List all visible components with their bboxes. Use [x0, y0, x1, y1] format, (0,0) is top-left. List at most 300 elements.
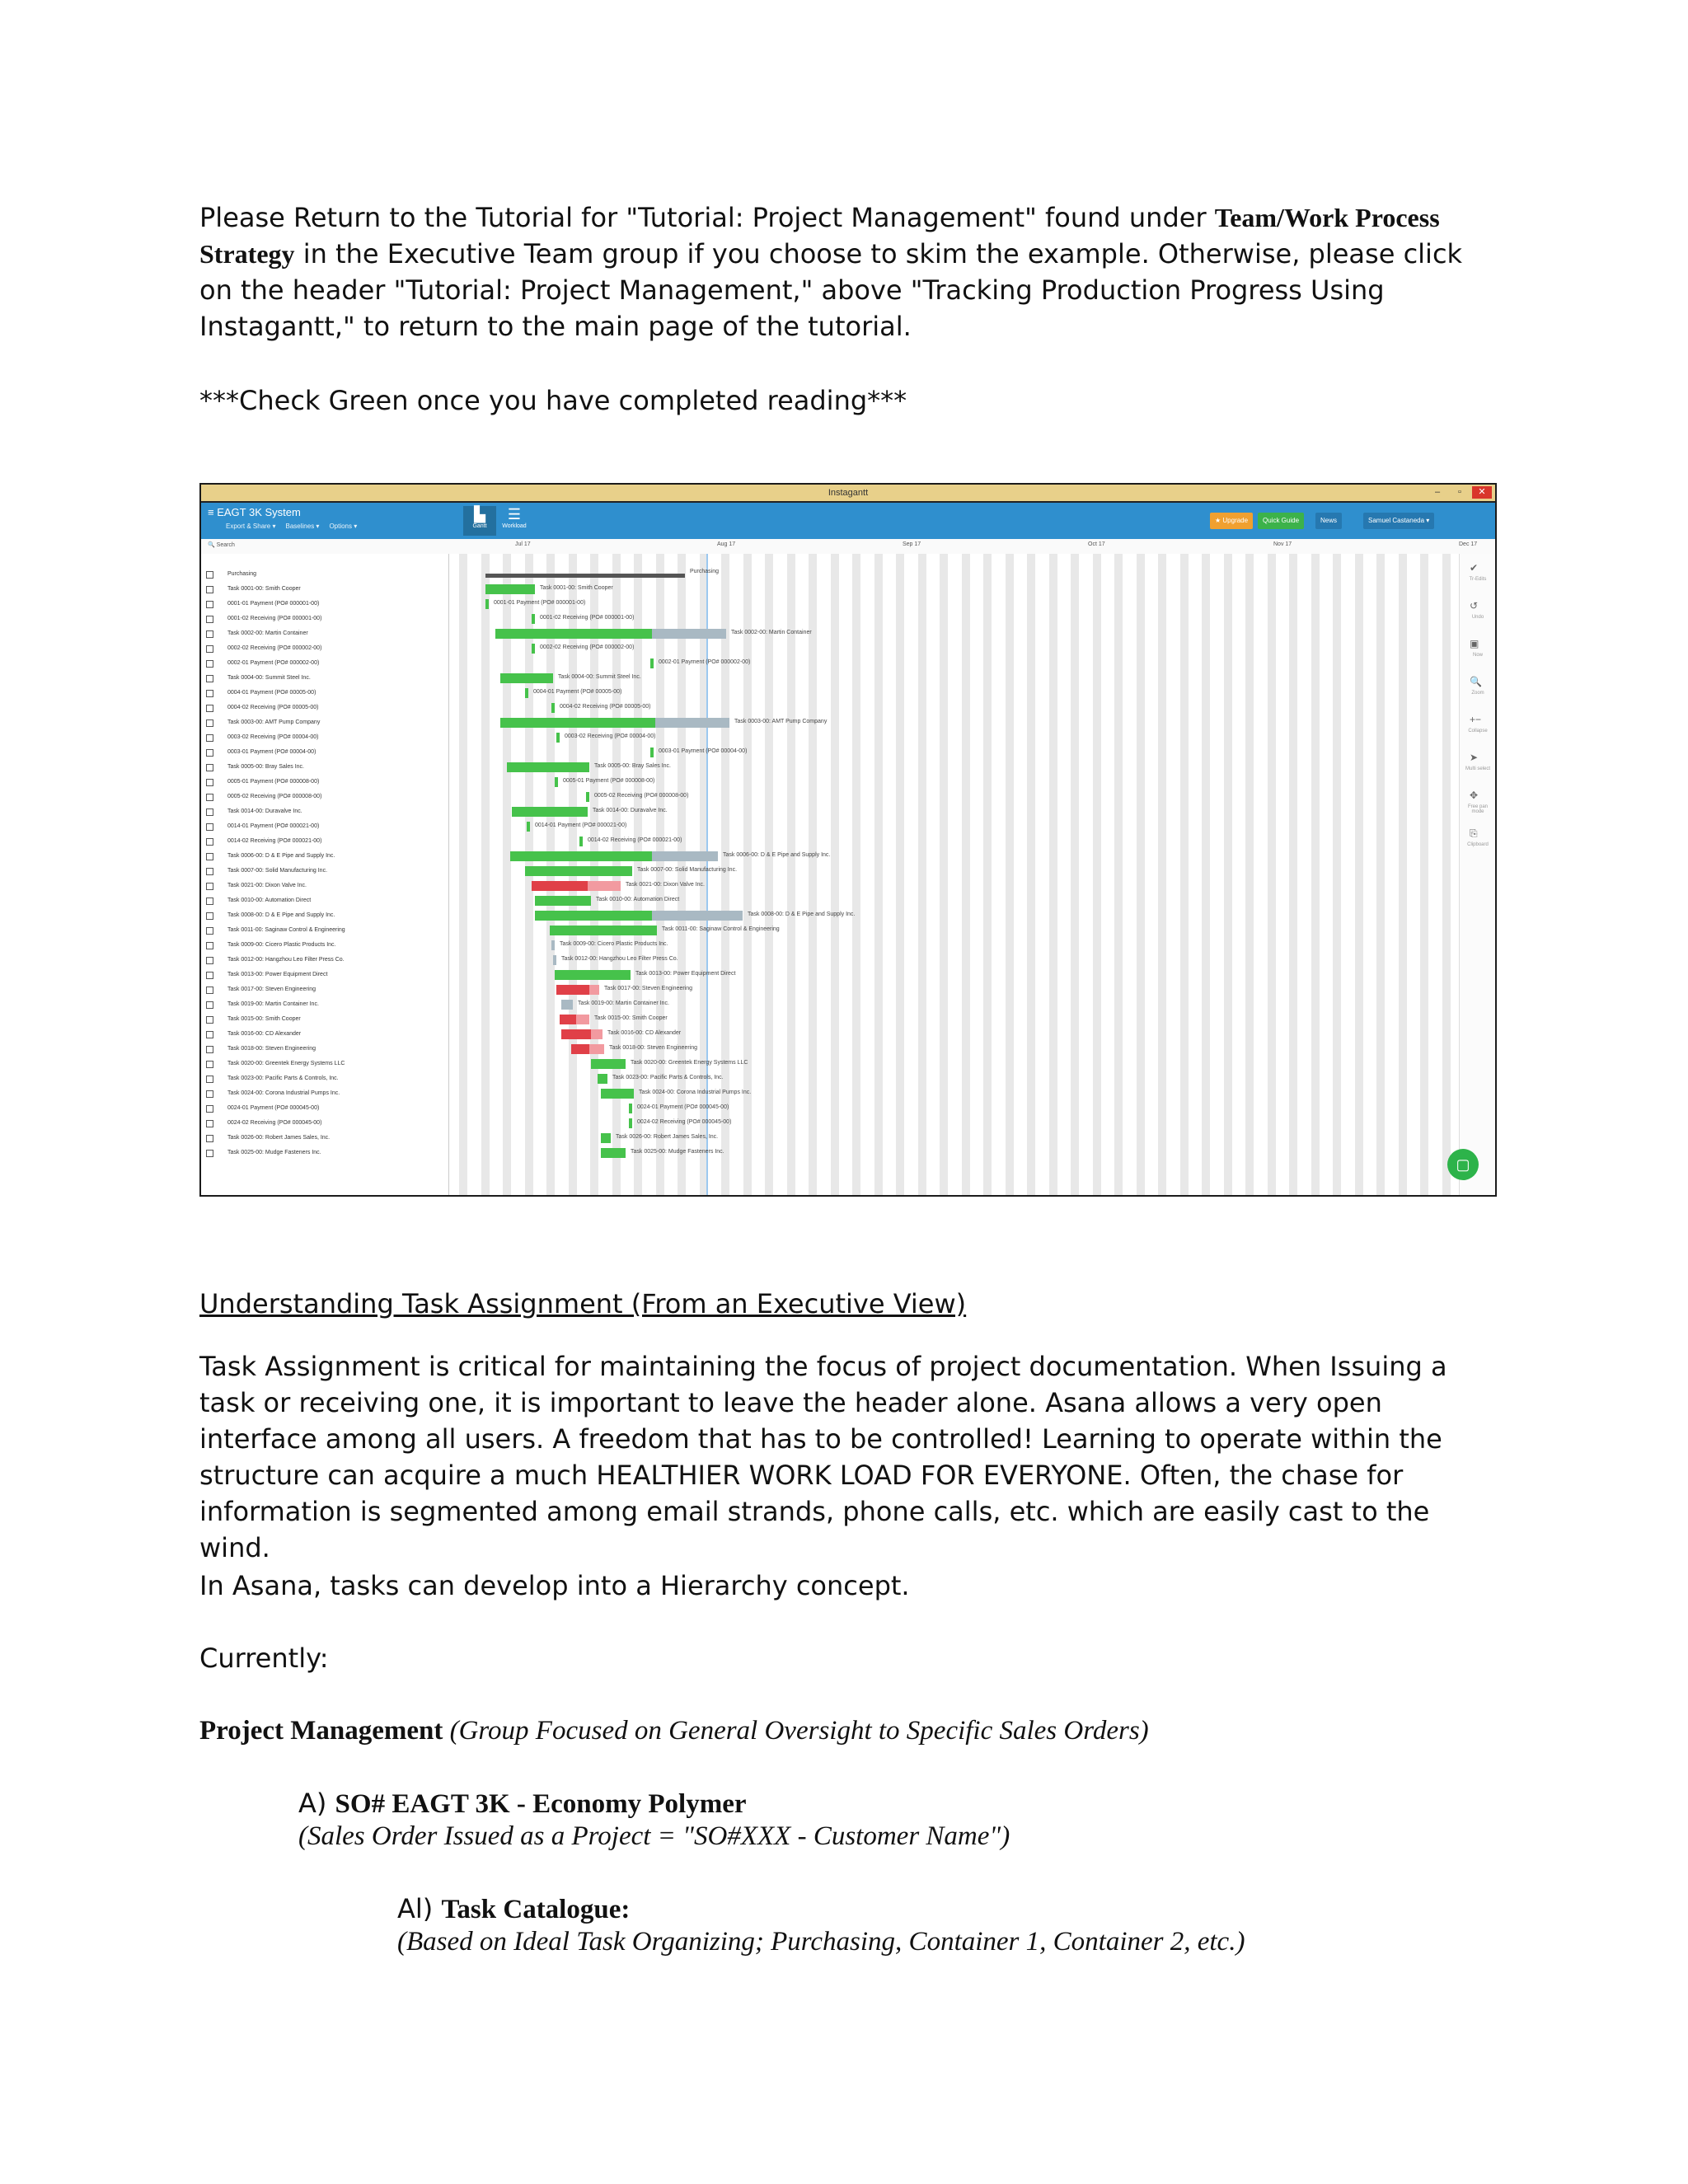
task-name: 0002-01 Payment (PO# 000002-00): [227, 660, 320, 666]
task-checkbox[interactable]: [206, 571, 213, 579]
weekend-stripe: [1137, 554, 1145, 1195]
gantt-bar-label: 0005-02 Receiving (PO# 000008-00): [594, 793, 689, 799]
task-name: Task 0013-00: Power Equipment Direct: [227, 972, 328, 977]
task-name: 0024-02 Receiving (PO# 000045-00): [227, 1120, 322, 1126]
task-checkbox[interactable]: [206, 927, 213, 935]
gantt-bar[interactable]: [579, 837, 583, 846]
toolbar-tool-icon[interactable]: ▣: [1470, 638, 1479, 649]
task-row[interactable]: [201, 671, 448, 686]
gantt-bar[interactable]: [555, 777, 558, 787]
task-checkbox[interactable]: [206, 705, 213, 712]
task-checkbox[interactable]: [206, 1076, 213, 1083]
task-checkbox[interactable]: [206, 794, 213, 801]
gantt-bar-label: 0003-02 Receiving (PO# 00004-00): [565, 733, 656, 739]
task-checkbox[interactable]: [206, 823, 213, 831]
instagantt-screenshot: [199, 483, 1497, 1197]
task-row[interactable]: [201, 1131, 448, 1146]
month-nov: Nov 17: [1273, 541, 1292, 547]
task-checkbox[interactable]: [206, 675, 213, 682]
gantt-bar-label: Task 0002-00: Martin Container: [731, 630, 812, 635]
task-row[interactable]: [201, 641, 448, 656]
weekend-stripe: [1093, 554, 1101, 1195]
task-name: 0002-02 Receiving (PO# 000002-00): [227, 645, 322, 651]
weekend-stripe: [1333, 554, 1341, 1195]
gantt-bar[interactable]: [551, 703, 555, 713]
task-name: Task 0011-00: Saginaw Control & Engineering: [227, 927, 345, 933]
task-row[interactable]: [201, 686, 448, 701]
gantt-bar[interactable]: [535, 896, 591, 906]
intro-text-a: Please Return to the Tutorial for "Tutorial: Project Management" found under: [199, 202, 1215, 233]
toolbar-tool-label: Zoom: [1471, 691, 1484, 696]
gantt-bar[interactable]: [525, 866, 632, 876]
gantt-bar-label: Task 0018-00: Steven Engineering: [609, 1045, 698, 1051]
search-field[interactable]: 🔍 Search: [208, 542, 235, 548]
task-row[interactable]: [201, 790, 448, 804]
task-checkbox[interactable]: [206, 1105, 213, 1113]
item-al-prefix: Al): [397, 1893, 442, 1924]
intro-link-bold: Team/Work Process Strategy: [199, 203, 1440, 269]
task-name: Task 0004-00: Summit Steel Inc.: [227, 675, 311, 681]
task-row[interactable]: [201, 953, 448, 968]
intro-paragraph: [199, 199, 1502, 344]
gantt-bar[interactable]: [510, 851, 652, 861]
gantt-bar-label: 0005-01 Payment (PO# 000008-00): [563, 778, 655, 784]
weekend-stripe: [983, 554, 992, 1195]
weekend-stripe: [1355, 554, 1363, 1195]
task-checkbox[interactable]: [206, 853, 213, 860]
task-checkbox[interactable]: [206, 764, 213, 771]
weekend-stripe: [787, 554, 795, 1195]
task-row[interactable]: [201, 760, 448, 775]
toolbar-tool-label: Clipboard: [1467, 842, 1489, 847]
menu-options[interactable]: Options ▾: [329, 523, 358, 530]
task-checkbox[interactable]: [206, 586, 213, 593]
item-a-title: SO# EAGT 3K - Economy Polymer: [335, 1789, 747, 1819]
toolbar-tool-label: Now: [1472, 653, 1483, 658]
toolbar-tool-icon[interactable]: +−: [1470, 714, 1482, 725]
gantt-bar[interactable]: [527, 822, 530, 832]
gantt-bar-remaining[interactable]: [591, 1029, 603, 1039]
menu-export[interactable]: Export & Share ▾: [226, 523, 276, 530]
task-row[interactable]: [201, 1146, 448, 1160]
weekend-stripe: [1224, 554, 1232, 1195]
purchasing-label: Purchasing: [690, 569, 720, 574]
gantt-bar-label: 0014-02 Receiving (PO# 000021-00): [588, 837, 682, 843]
weekend-stripe: [1049, 554, 1057, 1195]
task-name: 0004-01 Payment (PO# 00005-00): [227, 690, 316, 696]
task-checkbox[interactable]: [206, 690, 213, 697]
gantt-bar-label: Task 0025-00: Mudge Fasteners Inc.: [631, 1149, 724, 1155]
task-row[interactable]: [201, 864, 448, 879]
gantt-bar[interactable]: [556, 985, 589, 995]
purchasing-summary-bar[interactable]: [485, 574, 685, 578]
task-name: Task 0009-00: Cicero Plastic Products Inc.: [227, 942, 336, 948]
section-paragraph-2: In Asana, tasks can develop into a Hierarchy concept.: [199, 1570, 910, 1601]
task-name: Task 0001-00: Smith Cooper: [227, 586, 301, 592]
gantt-bar[interactable]: [495, 629, 652, 639]
task-row[interactable]: [201, 1027, 448, 1042]
task-row[interactable]: [201, 834, 448, 849]
weekend-stripe: [918, 554, 926, 1195]
task-row[interactable]: [201, 730, 448, 745]
gantt-bar-remaining[interactable]: [576, 1015, 589, 1024]
task-row[interactable]: [201, 1116, 448, 1131]
app-header: [201, 503, 1495, 539]
task-name: Task 0024-00: Corona Industrial Pumps Inc.: [227, 1090, 340, 1096]
item-al-line: [397, 1891, 1502, 1928]
task-list-panel: [201, 554, 449, 1195]
gantt-bar[interactable]: [525, 688, 528, 698]
workload-view-button[interactable]: ☰ Workload: [502, 506, 527, 529]
quick-guide-button[interactable]: Quick Guide: [1258, 513, 1304, 529]
section-heading: Understanding Task Assignment (From an Executive View): [199, 1288, 967, 1319]
task-row[interactable]: [201, 849, 448, 864]
toolbar-tool-label: Undo: [1471, 615, 1484, 620]
task-name: 0003-02 Receiving (PO# 00004-00): [227, 734, 319, 740]
gantt-bar[interactable]: [507, 762, 589, 772]
task-name: Task 0005-00: Bray Sales Inc.: [227, 764, 304, 770]
task-row[interactable]: [201, 879, 448, 893]
gantt-bar-label: 0004-02 Receiving (PO# 00005-00): [560, 704, 651, 710]
task-checkbox[interactable]: [206, 601, 213, 608]
task-checkbox[interactable]: [206, 749, 213, 757]
weekend-stripe: [1289, 554, 1297, 1195]
gantt-bar[interactable]: [629, 1118, 632, 1128]
task-row[interactable]: [201, 1042, 448, 1057]
toolbar-tool-icon[interactable]: ✥: [1470, 790, 1479, 801]
task-checkbox[interactable]: [206, 1120, 213, 1127]
weekend-stripe: [678, 554, 686, 1195]
gantt-bar-label: Task 0024-00: Corona Industrial Pumps Inc.: [639, 1090, 752, 1095]
gantt-bar[interactable]: [561, 1029, 591, 1039]
task-checkbox[interactable]: [206, 957, 213, 964]
task-name: 0001-01 Payment (PO# 000001-00): [227, 601, 320, 607]
gantt-bar[interactable]: [485, 599, 489, 609]
task-name: 0014-02 Receiving (PO# 000021-00): [227, 838, 322, 844]
gantt-bar-label: Task 0023-00: Pacific Parts & Controls, Inc.: [612, 1075, 724, 1080]
chat-icon[interactable]: ▢: [1447, 1149, 1479, 1180]
gantt-bar-label: Task 0014-00: Duravalve Inc.: [593, 808, 668, 813]
weekend-stripe: [765, 554, 773, 1195]
user-menu-button[interactable]: Samuel Castaneda ▾: [1363, 513, 1434, 529]
gantt-bar-label: Task 0021-00: Dixon Valve Inc.: [626, 882, 705, 888]
toolbar-tool-label: Multi select: [1465, 766, 1490, 771]
gantt-bar[interactable]: [485, 584, 535, 594]
task-row[interactable]: [201, 997, 448, 1012]
task-row[interactable]: [201, 775, 448, 790]
task-row[interactable]: [201, 656, 448, 671]
gantt-bar-label: 0001-02 Receiving (PO# 000001-00): [540, 615, 635, 621]
task-name: Task 0020-00: Greentek Energy Systems LLC: [227, 1061, 345, 1066]
task-name: 0003-01 Payment (PO# 00004-00): [227, 749, 316, 755]
gantt-bar[interactable]: [650, 658, 654, 668]
gantt-bar[interactable]: [561, 1000, 573, 1010]
gantt-bar-label: Task 0026-00: Robert James Sales, Inc.: [616, 1134, 719, 1140]
gantt-bar[interactable]: [500, 718, 655, 728]
task-name: Purchasing: [227, 571, 257, 577]
task-checkbox[interactable]: [206, 912, 213, 920]
toolbar-tool-label: Free pan mode: [1467, 804, 1488, 814]
gantt-bar-remaining[interactable]: [652, 851, 718, 861]
task-name: Task 0025-00: Mudge Fasteners Inc.: [227, 1150, 321, 1155]
task-checkbox[interactable]: [206, 660, 213, 668]
weekend-stripe: [721, 554, 729, 1195]
toolbar-tool-icon[interactable]: ➤: [1470, 752, 1479, 763]
task-checkbox[interactable]: [206, 1031, 213, 1038]
gantt-bar[interactable]: [571, 1044, 589, 1054]
gantt-bar-label: 0003-01 Payment (PO# 00004-00): [659, 748, 748, 754]
item-al-desc: (Based on Ideal Task Organizing; Purchasing, Container 1, Container 2, etc.): [397, 1927, 1245, 1957]
weekend-stripe: [809, 554, 817, 1195]
project-management-line: [199, 1713, 1502, 1749]
task-row[interactable]: [201, 715, 448, 730]
task-checkbox[interactable]: [206, 1150, 213, 1157]
window-title: Instagantt: [828, 488, 869, 498]
task-name: Task 0006-00: D & E Pipe and Supply Inc.: [227, 853, 335, 859]
task-name: Task 0016-00: CD Alexander: [227, 1031, 302, 1037]
gantt-bar[interactable]: [560, 1015, 576, 1024]
toolbar-tool-icon[interactable]: ✔: [1470, 562, 1479, 574]
task-name: Task 0010-00: Automation Direct: [227, 898, 312, 903]
weekend-stripe: [1376, 554, 1385, 1195]
gantt-bar-label: Task 0020-00: Greentek Energy Systems LLC: [631, 1060, 748, 1066]
task-row[interactable]: [201, 804, 448, 819]
gantt-bar-label: 0024-01 Payment (PO# 000045-00): [637, 1104, 729, 1110]
toolbar-tool-label: Collapse: [1468, 729, 1488, 733]
gantt-bar-remaining[interactable]: [652, 629, 726, 639]
news-button[interactable]: News: [1315, 513, 1342, 529]
task-checkbox[interactable]: [206, 630, 213, 638]
maximize-icon[interactable]: ▫: [1458, 487, 1461, 497]
task-row[interactable]: [201, 938, 448, 953]
gantt-bar-label: Task 0008-00: D & E Pipe and Supply Inc.: [748, 912, 856, 917]
check-green-note: ***Check Green once you have completed reading***: [199, 385, 907, 416]
timeline-header: [201, 539, 1495, 555]
task-row[interactable]: [201, 1086, 448, 1101]
task-row[interactable]: [201, 1101, 448, 1116]
gantt-bar[interactable]: [591, 1059, 626, 1069]
menu-baselines[interactable]: Baselines ▾: [285, 523, 320, 530]
gantt-bar-label: 0014-01 Payment (PO# 000021-00): [535, 823, 627, 828]
gantt-bar-label: 0002-01 Payment (PO# 000002-00): [659, 659, 751, 665]
weekend-stripe: [1027, 554, 1035, 1195]
gantt-bar[interactable]: [500, 673, 553, 683]
task-name: Task 0017-00: Steven Engineering: [227, 987, 316, 992]
month-aug: Aug 17: [717, 541, 736, 547]
gantt-bar-label: Task 0005-00: Bray Sales Inc.: [594, 763, 671, 769]
gantt-bar[interactable]: [601, 1133, 611, 1143]
weekend-stripe: [1268, 554, 1276, 1195]
weekend-stripe: [1158, 554, 1166, 1195]
gantt-bar-label: Task 0009-00: Cicero Plastic Products Inc.: [560, 941, 668, 947]
gantt-bar-label: Task 0016-00: CD Alexander: [607, 1030, 682, 1036]
gantt-bar-remaining[interactable]: [589, 1044, 604, 1054]
gantt-bar-label: Task 0017-00: Steven Engineering: [604, 986, 693, 991]
gantt-bar[interactable]: [551, 940, 555, 950]
month-sep: Sep 17: [903, 541, 921, 547]
gantt-bar[interactable]: [629, 1104, 632, 1113]
weekend-stripe: [1071, 554, 1079, 1195]
task-row[interactable]: [201, 626, 448, 641]
gantt-bar[interactable]: [555, 970, 631, 980]
weekend-stripe: [1420, 554, 1428, 1195]
toolbar-tool-icon[interactable]: 🔍: [1470, 676, 1482, 687]
task-checkbox[interactable]: [206, 1061, 213, 1068]
gantt-bar-label: Task 0013-00: Power Equipment Direct: [635, 971, 736, 977]
gantt-bar-label: 0001-01 Payment (PO# 000001-00): [494, 600, 586, 606]
task-row[interactable]: [201, 819, 448, 834]
section-paragraph-1: Task Assignment is critical for maintaining the focus of project documentation. When Issuing a task or receiving one, it is important to leave the header alone. Asana allows a very open interface among all users. A freedom that has to be controlled! Learning to operate within the structure can acquire a much HEALTHIER WORK LOAD FOR EVERYONE. Often, the chase for information is segmented among email strands, phone calls, etc. which are easily cast to the wind.: [199, 1351, 1447, 1563]
gantt-bar-remaining[interactable]: [588, 881, 621, 891]
weekend-stripe: [831, 554, 839, 1195]
task-name: 0005-01 Payment (PO# 000008-00): [227, 779, 320, 785]
task-name: Task 0014-00: Duravalve Inc.: [227, 808, 302, 814]
weekend-stripe: [634, 554, 642, 1195]
weekend-stripe: [962, 554, 970, 1195]
section-paragraph-3: Currently:: [199, 1643, 329, 1674]
task-name: Task 0002-00: Martin Container: [227, 630, 308, 636]
gantt-bar-label: Task 0001-00: Smith Cooper: [540, 585, 613, 591]
task-checkbox[interactable]: [206, 1001, 213, 1009]
month-jul: Jul 17: [515, 541, 531, 547]
task-row[interactable]: [201, 923, 448, 938]
task-name: Task 0015-00: Smith Cooper: [227, 1016, 301, 1022]
gantt-bar[interactable]: [550, 926, 657, 935]
gantt-bar-label: 0024-02 Receiving (PO# 000045-00): [637, 1119, 732, 1125]
gantt-bar[interactable]: [532, 614, 535, 624]
right-toolbar: [1459, 554, 1496, 1195]
weekend-stripe: [1202, 554, 1210, 1195]
task-row[interactable]: [201, 908, 448, 923]
gantt-bar-remaining[interactable]: [652, 911, 743, 921]
close-icon[interactable]: ✕: [1472, 486, 1492, 499]
task-row[interactable]: [201, 567, 448, 582]
task-checkbox[interactable]: [206, 719, 213, 727]
task-name: Task 0007-00: Solid Manufacturing Inc.: [227, 868, 328, 874]
task-checkbox[interactable]: [206, 838, 213, 846]
task-name: 0005-02 Receiving (PO# 000008-00): [227, 794, 322, 799]
task-checkbox[interactable]: [206, 1090, 213, 1098]
gantt-bar[interactable]: [586, 792, 589, 802]
gantt-bar-label: Task 0007-00: Solid Manufacturing Inc.: [637, 867, 738, 873]
task-name: 0014-01 Payment (PO# 000021-00): [227, 823, 320, 829]
gantt-bar[interactable]: [512, 807, 588, 817]
gantt-bar[interactable]: [650, 748, 654, 757]
gantt-bar[interactable]: [598, 1074, 607, 1084]
task-row[interactable]: [201, 982, 448, 997]
task-name: Task 0026-00: Robert James Sales, Inc.: [227, 1135, 331, 1141]
weekend-stripe: [743, 554, 752, 1195]
task-checkbox[interactable]: [206, 883, 213, 890]
weekend-stripe: [896, 554, 904, 1195]
app-menu: [226, 523, 357, 530]
task-checkbox[interactable]: [206, 1046, 213, 1053]
weekend-stripe: [1245, 554, 1254, 1195]
task-checkbox[interactable]: [206, 1016, 213, 1024]
gantt-bar-label: Task 0004-00: Summit Steel Inc.: [558, 674, 641, 680]
gantt-bar-label: Task 0006-00: D & E Pipe and Supply Inc.: [723, 852, 831, 858]
gantt-bar-label: Task 0012-00: Hangzhou Leo Filter Press Co.: [561, 956, 678, 962]
task-name: Task 0003-00: AMT Pump Company: [227, 719, 321, 725]
gantt-bar[interactable]: [532, 881, 588, 891]
weekend-stripe: [1180, 554, 1189, 1195]
gantt-bar[interactable]: [532, 644, 535, 654]
task-name: 0004-02 Receiving (PO# 00005-00): [227, 705, 319, 710]
task-checkbox[interactable]: [206, 942, 213, 949]
task-checkbox[interactable]: [206, 972, 213, 979]
task-checkbox[interactable]: [206, 808, 213, 816]
minimize-icon[interactable]: –: [1434, 487, 1441, 497]
task-row[interactable]: [201, 701, 448, 715]
task-name: 0001-02 Receiving (PO# 000001-00): [227, 616, 322, 621]
upgrade-button[interactable]: ★ Upgrade: [1210, 513, 1253, 529]
task-checkbox[interactable]: [206, 868, 213, 875]
task-row[interactable]: [201, 582, 448, 597]
app-name: ≡ EAGT 3K System: [208, 506, 301, 518]
weekend-stripe: [940, 554, 948, 1195]
gantt-bar[interactable]: [601, 1089, 634, 1099]
weekend-stripe: [874, 554, 883, 1195]
gantt-bar-remaining[interactable]: [589, 985, 599, 995]
task-row[interactable]: [201, 745, 448, 760]
gantt-bar-remaining[interactable]: [655, 718, 729, 728]
toolbar-tool-icon[interactable]: ⎘: [1470, 827, 1478, 839]
task-checkbox[interactable]: [206, 987, 213, 994]
weekend-stripe: [481, 554, 490, 1195]
task-row[interactable]: [201, 612, 448, 626]
gantt-bar[interactable]: [556, 733, 560, 743]
gantt-bar-label: 0004-01 Payment (PO# 00005-00): [533, 689, 622, 695]
gantt-bar[interactable]: [601, 1148, 626, 1158]
gantt-view-button[interactable]: ▙ Gantt: [463, 506, 496, 536]
task-checkbox[interactable]: [206, 734, 213, 742]
gantt-bar-label: Task 0010-00: Automation Direct: [596, 897, 680, 902]
weekend-stripe: [1114, 554, 1123, 1195]
task-checkbox[interactable]: [206, 645, 213, 653]
gantt-bar-label: Task 0011-00: Saginaw Control & Engineering: [662, 926, 780, 932]
gantt-bar[interactable]: [553, 955, 556, 965]
gantt-bar-label: Task 0003-00: AMT Pump Company: [734, 719, 828, 724]
item-al-title: Task Catalogue:: [441, 1895, 631, 1924]
toolbar-tool-icon[interactable]: ↺: [1470, 600, 1479, 612]
task-name: Task 0012-00: Hangzhou Leo Filter Press Co.: [227, 957, 345, 963]
weekend-stripe: [656, 554, 664, 1195]
task-row[interactable]: [201, 968, 448, 982]
task-checkbox[interactable]: [206, 898, 213, 905]
task-checkbox[interactable]: [206, 1135, 213, 1142]
weekend-stripe: [852, 554, 860, 1195]
task-name: Task 0018-00: Steven Engineering: [227, 1046, 316, 1052]
task-checkbox[interactable]: [206, 779, 213, 786]
task-row[interactable]: [201, 893, 448, 908]
task-row[interactable]: [201, 1057, 448, 1071]
item-a-desc: (Sales Order Issued as a Project = "SO#XXX - Customer Name"): [298, 1821, 1010, 1851]
item-a-prefix: A): [298, 1788, 335, 1819]
task-checkbox[interactable]: [206, 616, 213, 623]
weekend-stripe: [503, 554, 511, 1195]
gantt-bar-label: Task 0015-00: Smith Cooper: [594, 1015, 668, 1021]
gantt-bar[interactable]: [535, 911, 652, 921]
task-row[interactable]: [201, 1012, 448, 1027]
task-row[interactable]: [201, 597, 448, 612]
task-name: Task 0021-00: Dixon Valve Inc.: [227, 883, 307, 888]
weekend-stripe: [1442, 554, 1451, 1195]
task-name: Task 0023-00: Pacific Parts & Controls, Inc.: [227, 1076, 339, 1081]
task-row[interactable]: [201, 1071, 448, 1086]
today-marker: [706, 554, 708, 1195]
weekend-stripe: [459, 554, 467, 1195]
month-dec: Dec 17: [1459, 541, 1478, 547]
